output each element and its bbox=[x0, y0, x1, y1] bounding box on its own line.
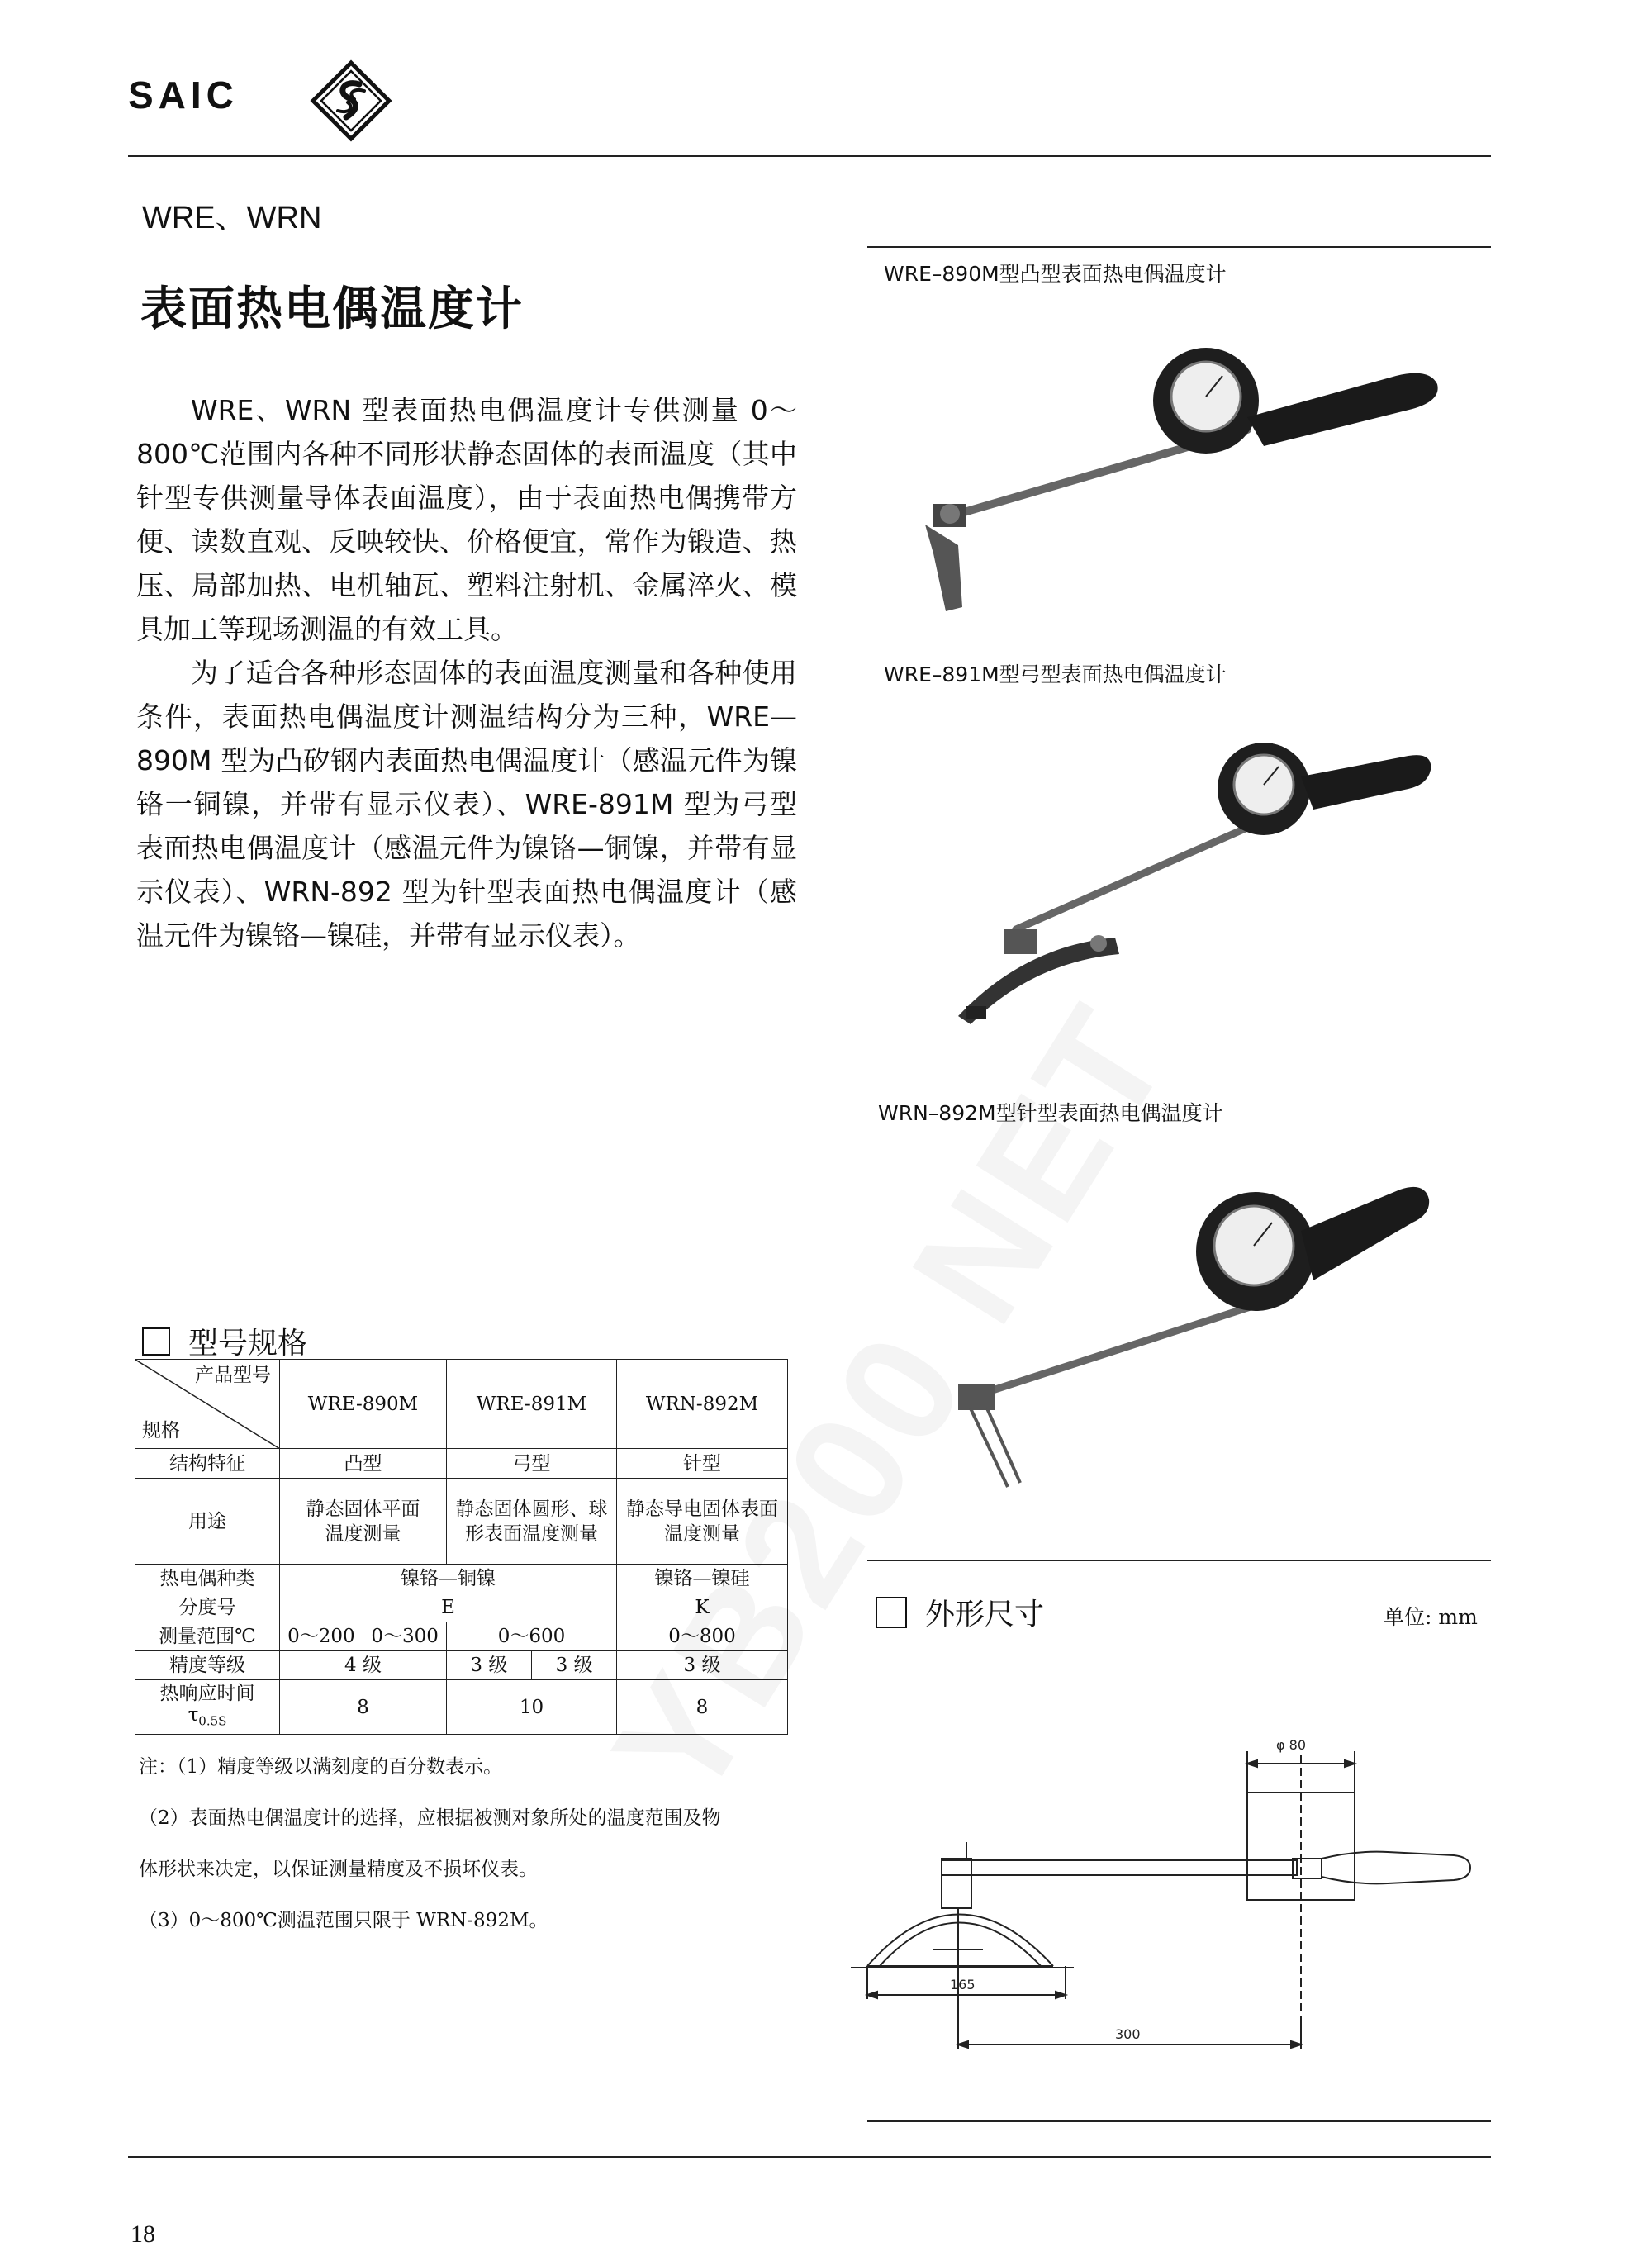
right-top-rule bbox=[867, 246, 1491, 248]
usage-1: 静态固体平面温度测量 bbox=[280, 1479, 447, 1565]
response-3: 8 bbox=[617, 1680, 788, 1735]
row-label-grade: 分度号 bbox=[135, 1593, 280, 1622]
response-1: 8 bbox=[280, 1680, 447, 1735]
header-rule bbox=[128, 155, 1491, 157]
product-caption-891: WRE–891M型弓型表面热电偶温度计 bbox=[884, 662, 1227, 686]
accuracy-split-cell bbox=[447, 1651, 617, 1680]
response-label: 热响应时间 bbox=[159, 1682, 255, 1704]
usage-3: 静态导电固体表面温度测量 bbox=[617, 1479, 788, 1565]
brand-logo-text: SAIC bbox=[128, 74, 239, 116]
accuracy-d: 3 级 bbox=[617, 1651, 788, 1680]
dimensions-bottom-rule bbox=[867, 2120, 1491, 2122]
model-header-2: WRE-891M bbox=[447, 1360, 617, 1449]
note-1: 注：（1）精度等级以满刻度的百分数表示。 bbox=[139, 1756, 503, 1778]
intro-text bbox=[136, 388, 797, 957]
dimensions-heading bbox=[876, 1591, 1044, 1633]
model-header-3: WRN-892M bbox=[617, 1360, 788, 1449]
spec-heading-text: 型号规格 bbox=[188, 1327, 308, 1361]
dimension-dia-label: φ 80 bbox=[1276, 1737, 1306, 1753]
tc-type-12: 镍铬—铜镍 bbox=[280, 1565, 617, 1593]
checkbox-square-icon bbox=[142, 1327, 170, 1356]
range-c: 0～600 bbox=[447, 1622, 617, 1651]
product-image-890-thermometer bbox=[900, 339, 1462, 620]
dimension-drawing bbox=[843, 1718, 1487, 2098]
page-title: 表面热电偶温度计 bbox=[140, 283, 524, 336]
product-caption-892: WRN–892M型针型表面热电偶温度计 bbox=[878, 1101, 1223, 1125]
row-label-structure: 结构特征 bbox=[135, 1449, 280, 1479]
checkbox-square-icon bbox=[876, 1597, 907, 1628]
dimensions-heading-text: 外形尺寸 bbox=[925, 1598, 1045, 1631]
spec-corner-cell bbox=[135, 1360, 280, 1449]
accuracy-a: 4 级 bbox=[280, 1651, 447, 1680]
structure-2: 弓型 bbox=[447, 1449, 617, 1479]
row-label-tc-type: 热电偶种类 bbox=[135, 1565, 280, 1593]
intro-paragraph-2: 为了适合各种形态固体的表面温度测量和各种使用条件，表面热电偶温度计测温结构分为三种，WRE—890M 型为凸矽钢内表面热电偶温度计（感温元件为镍铬一铜镍，并带有显示仪表）、WRE-891M 型为弓型表面热电偶温度计（感温元件为镍铬—铜镍，并带有显示仪表）、WRN-892 型为针型表面热电偶温度计（感温元件为镍铬—镍硅，并带有显示仪表）。 bbox=[136, 657, 797, 952]
structure-1: 凸型 bbox=[280, 1449, 447, 1479]
usage-2: 静态固体圆形、球形表面温度测量 bbox=[447, 1479, 617, 1565]
dimension-165-label: 165 bbox=[950, 1977, 976, 1992]
tau-subscript: 0.5S bbox=[198, 1713, 227, 1729]
dimensions-top-rule bbox=[867, 1560, 1491, 1561]
tc-type-3: 镍铬—镍硅 bbox=[617, 1565, 788, 1593]
grade-3: K bbox=[617, 1593, 788, 1622]
structure-3: 针型 bbox=[617, 1449, 788, 1479]
range-d: 0～800 bbox=[617, 1622, 788, 1651]
product-image-891-thermometer bbox=[925, 743, 1437, 1049]
product-caption-890: WRE–890M型凸型表面热电偶温度计 bbox=[884, 262, 1227, 286]
note-2b: 体形状来决定，以保证测量精度及不损坏仪表。 bbox=[139, 1859, 538, 1880]
spec-heading bbox=[142, 1320, 307, 1362]
corner-label-spec: 规格 bbox=[142, 1420, 180, 1441]
tau-symbol: τ bbox=[188, 1703, 199, 1726]
note-2a: （2）表面热电偶温度计的选择，应根据被测对象所处的温度范围及物 bbox=[139, 1807, 721, 1829]
dimension-300-label: 300 bbox=[1115, 2026, 1141, 2042]
footer-rule bbox=[128, 2156, 1491, 2158]
row-label-accuracy: 精度等级 bbox=[135, 1651, 280, 1680]
note-3: （3）0～800℃测温范围只限于 WRN-892M。 bbox=[139, 1910, 548, 1931]
corner-label-model: 产品型号 bbox=[195, 1365, 271, 1386]
row-label-range: 测量范围℃ bbox=[135, 1622, 280, 1651]
brand-logo-icon bbox=[310, 59, 392, 142]
page-number: 18 bbox=[131, 2220, 155, 2248]
row-label-response bbox=[135, 1680, 280, 1735]
range-b: 0～300 bbox=[371, 1626, 439, 1647]
model-header-1: WRE-890M bbox=[280, 1360, 447, 1449]
range-a: 0～200 bbox=[287, 1626, 355, 1647]
accuracy-b: 3 级 bbox=[470, 1655, 508, 1676]
range-split-cell bbox=[280, 1622, 447, 1651]
dimensions-unit: 单位: mm bbox=[1384, 1605, 1478, 1629]
grade-12: E bbox=[280, 1593, 617, 1622]
series-label: WRE、WRN bbox=[142, 201, 322, 235]
response-2: 10 bbox=[447, 1680, 617, 1735]
intro-paragraph-1: WRE、WRN 型表面热电偶温度计专供测量 0～800℃范围内各种不同形状静态固体的表面温度（其中针型专供测量导体表面温度），由于表面热电偶携带方便、读数直观、反映较快、价格便宜，常作为锻造、热压、局部加热、电机轴瓦、塑料注射机、金属淬火、模具加工等现场测温的有效工具。 bbox=[136, 394, 797, 645]
accuracy-c: 3 级 bbox=[555, 1655, 593, 1676]
row-label-usage: 用途 bbox=[135, 1479, 280, 1565]
